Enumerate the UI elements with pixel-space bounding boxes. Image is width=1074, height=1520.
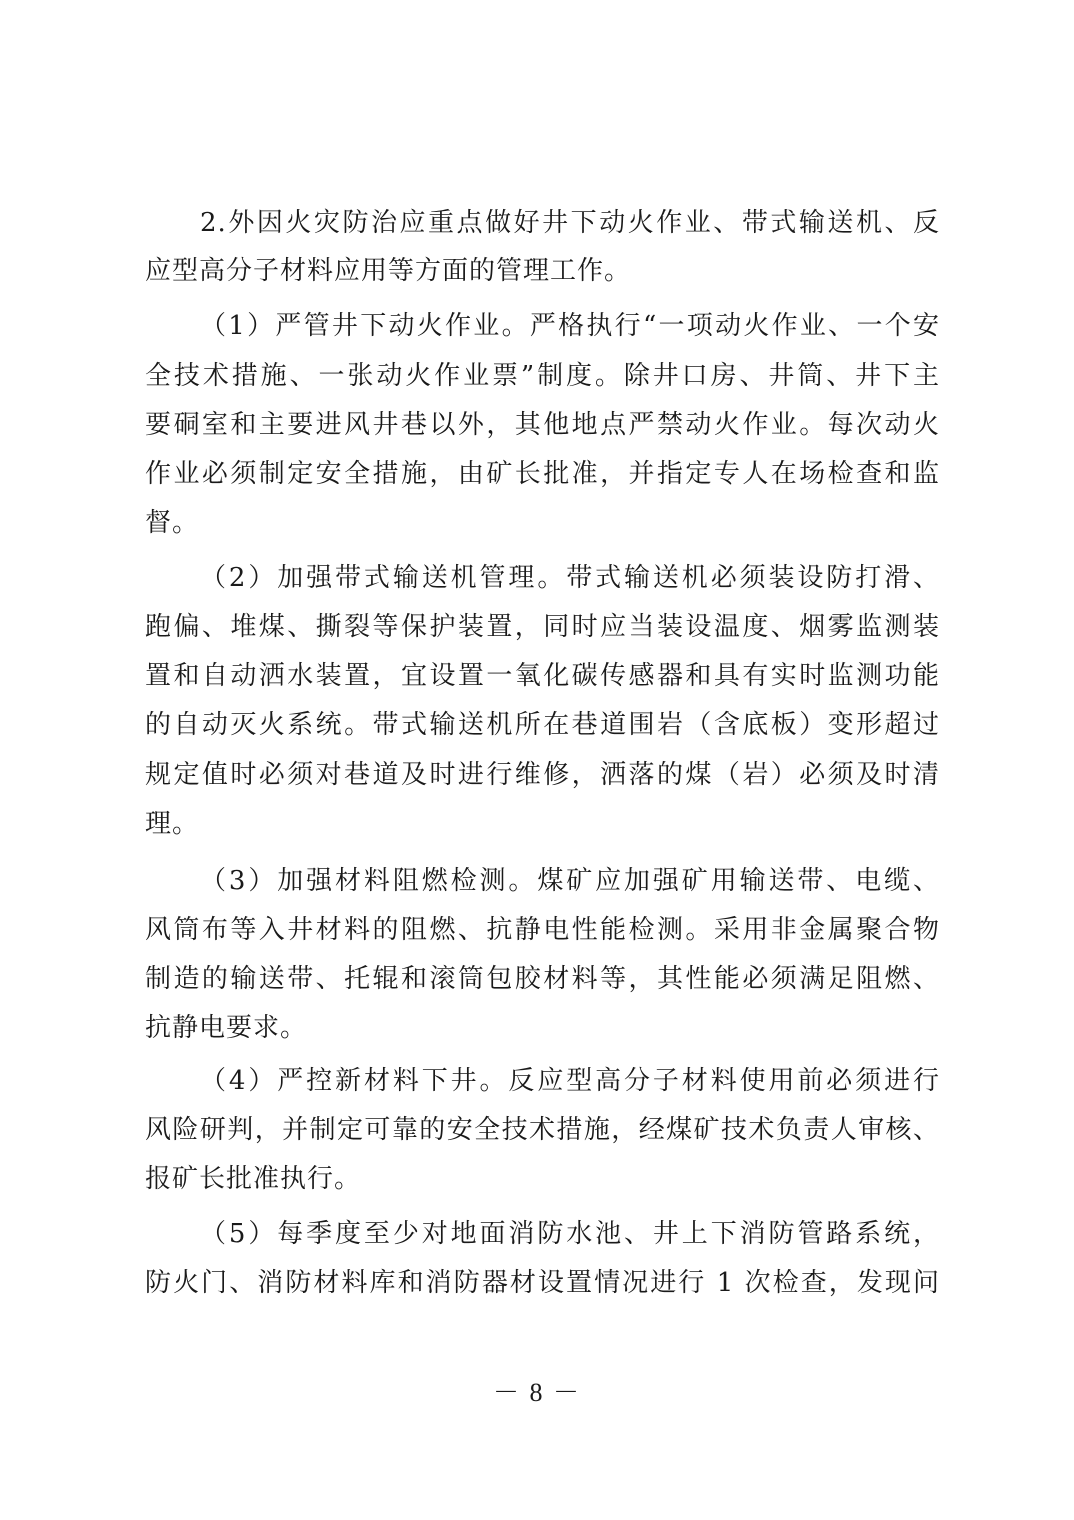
text-line: 跑偏、堆煤、撕裂等保护装置，同时应当装设温度、烟雾监测装	[145, 612, 940, 642]
text-line: 理。	[145, 809, 200, 839]
text-line: （2）加强带式输送机管理。带式输送机必须装设防打滑、	[200, 563, 940, 593]
text-line: 2.外因火灾防治应重点做好井下动火作业、带式输送机、反	[200, 208, 940, 238]
text-line: 全技术措施、一张动火作业票”制度。除井口房、井筒、井下主	[145, 361, 940, 391]
text-line: 报矿长批准执行。	[145, 1164, 362, 1194]
text-line: （5）每季度至少对地面消防水池、井上下消防管路系统，	[200, 1219, 940, 1249]
text-line: 要硐室和主要进风井巷以外，其他地点严禁动火作业。每次动火	[145, 410, 940, 440]
text-line: 风筒布等入井材料的阻燃、抗静电性能检测。采用非金属聚合物	[145, 915, 940, 945]
text-line: （3）加强材料阻燃检测。煤矿应加强矿用输送带、电缆、	[200, 866, 940, 896]
text-line: 的自动灭火系统。带式输送机所在巷道围岩（含底板）变形超过	[145, 710, 940, 740]
text-line: 抗静电要求。	[145, 1013, 308, 1043]
page-number: － 8 －	[492, 1378, 581, 1407]
text-line: 督。	[145, 508, 200, 538]
text-line: 置和自动洒水装置，宜设置一氧化碳传感器和具有实时监测功能	[145, 661, 940, 691]
text-line: 制造的输送带、托辊和滚筒包胶材料等，其性能必须满足阻燃、	[145, 964, 940, 994]
text-line: 作业必须制定安全措施，由矿长批准，并指定专人在场检查和监	[145, 459, 940, 489]
text-line: 防火门、消防材料库和消防器材设置情况进行 1 次检查，发现问	[145, 1268, 940, 1298]
text-line: 应型高分子材料应用等方面的管理工作。	[145, 256, 632, 286]
text-line: （1）严管井下动火作业。严格执行“一项动火作业、一个安	[200, 311, 940, 341]
text-line: 规定值时必须对巷道及时进行维修，洒落的煤（岩）必须及时清	[145, 760, 940, 790]
text-line: （4）严控新材料下井。反应型高分子材料使用前必须进行	[200, 1066, 940, 1096]
text-line: 风险研判，并制定可靠的安全技术措施，经煤矿技术负责人审核、	[145, 1115, 940, 1145]
